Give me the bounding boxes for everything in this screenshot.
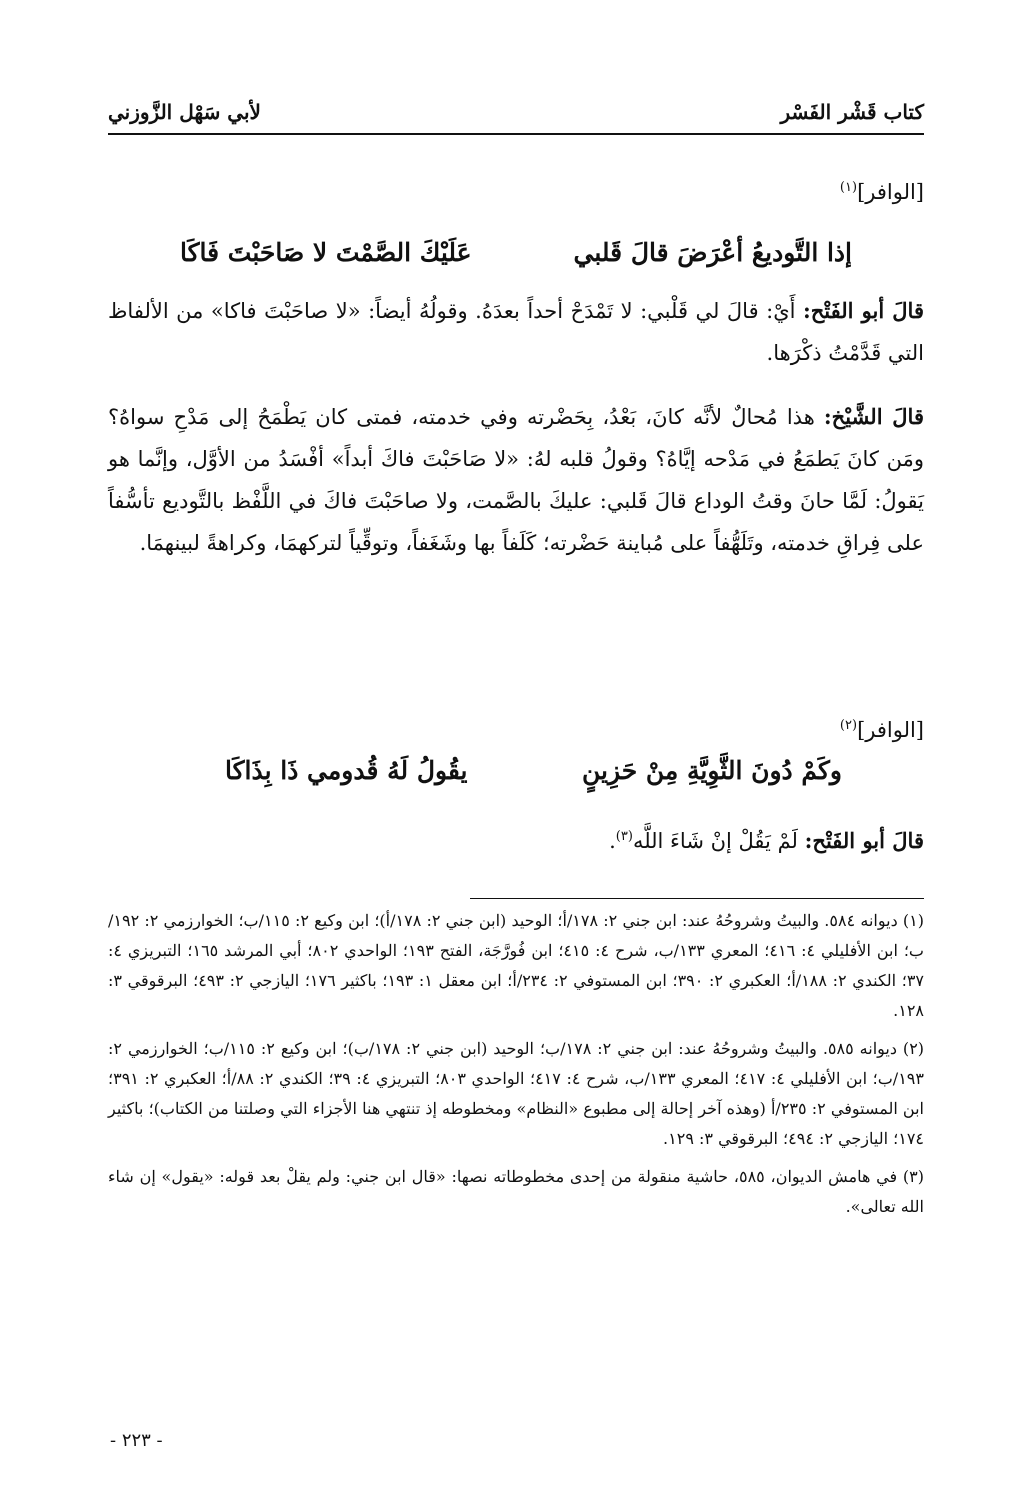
speaker-abu-alfath: قالَ أبو الفَتْح:: [802, 298, 924, 323]
footnote-2: (٢) ديوانه ٥٨٥. والبيتُ وشروحُهُ عند: ابن جني ٢: ١٧٨/ب؛ الوحيد (ابن جني ٢: ١٧٨/ب)؛ ابن وكيع ٢: ١١٥/ب؛ الخوارزمي ٢: ١٩٣/ب؛ ابن الأفليلي ٤: ٤١٧؛ المعري ١٣٣/ب، شرح ٤: ٤١٧؛ الواحدي ٨٠٣؛ التبريزي ٤: ٣٩؛ الكندي ٢: ٨٨/أ؛ العكبري ٢: ٣٩١؛ ابن المستوفي ٢: ٢٣٥/أ (وهذه آخر إحالة إلى مطبوع «النظام» ومخطوطه إذ تنتهي هنا الأجزاء التي وصلتنا من الكتاب)؛ باكثير ١٧٤؛ اليازجي ٢: ٤٩٤؛ البرقوقي ٣: ١٢٩.: [108, 1039, 925, 1148]
footnotes: [108, 906, 924, 1230]
footnote-ref-1: (١): [839, 180, 858, 195]
footnote-ref-2: (٢): [839, 718, 858, 733]
running-header: [108, 96, 924, 136]
footnote-ref-3: (٣): [615, 829, 633, 844]
meter-label-2: [الوافر]$^{(٢)}$: [839, 718, 924, 742]
commentary-abu-alfath-1: قالَ أبو الفَتْح: أَيْ: قالَ لي قَلْبي: لا تَمْدَحْ أحداً بعدَهُ. وقولُهُ أيضاً: «لا صاحَبْتَ فاكا» من الألفاظ التي قَدَّمْتُ ذكْرَها.: [108, 298, 924, 365]
speaker-sheikh: قالَ الشَّيْخ:: [823, 404, 924, 429]
verse-2-first-hemistich: وكَمْ دُونَ الثَّوِيَّةِ مِنْ حَزِينٍ: [581, 756, 842, 785]
speaker-abu-alfath-2: قالَ أبو الفَتْح:: [804, 828, 924, 853]
page-number: - ٢٢٣ -: [110, 1430, 163, 1451]
verse-1-first-hemistich: إذا التَّوديعُ أعْرَضَ قالَ قَلبي: [573, 238, 852, 267]
author-name: لأبي سَهْل الزَّوزني: [108, 100, 261, 124]
header-rule: [108, 133, 924, 135]
verse-1: [180, 238, 852, 282]
commentary-abu-alfath-2: قالَ أبو الفَتْح: لَمْ يَقُلْ إنْ شَاءَ اللَّه$^{(٣)}$.: [609, 828, 924, 853]
footnote-3: (٣) في هامش الديوان، ٥٨٥، حاشية منقولة من إحدى مخطوطاته نصها: «قال ابن جني: ولم يقلْ بعد قوله: «يقول» إن شاء الله تعالى».: [108, 1167, 924, 1216]
verse-2-second-hemistich: يقُولُ لَهُ قُدومي ذَا بِذَاكَا: [225, 756, 468, 785]
footnote-1: (١) ديوانه ٥٨٤. والبيتُ وشروحُهُ عند: ابن جني ٢: ١٧٨/أ؛ الوحيد (ابن جني ٢: ١٧٨/أ)؛ ابن وكيع ٢: ١١٥/ب؛ الخوارزمي ٢: ١٩٢/ب؛ ابن الأفليلي ٤: ٤١٦؛ المعري ١٣٣/ب، شرح ٤: ٤١٥؛ ابن فُورَّجَة، الفتح ١٩٣؛ الواحدي ٨٠٢؛ أبي المرشد ١٦٥؛ التبريزي ٤: ٣٧؛ الكندي ٢: ١٨٨/أ؛ العكبري ٢: ٣٩٠؛ ابن المستوفي ٢: ٢٣٤/أ؛ ابن معقل ١: ١٩٣؛ باكثير ١٧٦؛ اليازجي ٢: ٤٩٣؛ البرقوقي ٣: ١٢٨.: [108, 911, 925, 1020]
commentary-sheikh: قالَ الشَّيْخ: هذا مُحالٌ لأنَّه كانَ، بَعْدُ، بِحَضْرته وفي خدمته، فمتى كان يَطْمَحُ إلى مَدْحِ سواهُ؟ ومَن كانَ يَطمَعُ في مَدْحه إيَّاهُ؟ وقولُ قلبه لهُ: «لا صَاحَبْتَ فاكَ أبداً» أفْسَدُ من الأوَّل، وإنَّما هو يَقولُ: لَمَّا حانَ وقتُ الوداع قالَ قَلبي: عليكَ بالصَّمت، ولا صاحَبْتَ فاكَ في اللَّفْظ بالتَّوديع تأسُّفاً على فِراقِ خدمته، وتَلَهُّفاً على مُباينة حَضْرته؛ كَلَفاً بها وشَغَفاً، وتوقِّياً لتركهمَا، وكراهةً لبينهمَا.: [108, 404, 924, 555]
verse-1-second-hemistich: عَلَيْكَ الصَّمْتَ لا صَاحَبْتَ فَاكَا: [180, 238, 472, 267]
verse-2: [225, 756, 842, 800]
book-title: كتاب قَشْر الفَسْر: [780, 100, 924, 124]
footnote-rule: [470, 898, 924, 899]
meter-label-1: [الوافر]$^{(١)}$: [839, 180, 924, 204]
